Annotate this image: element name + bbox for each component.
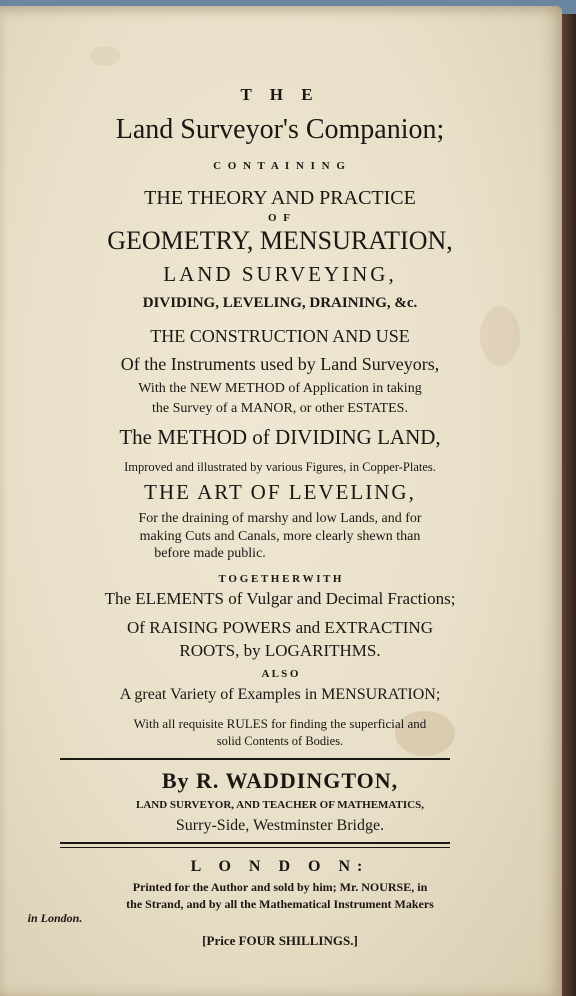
method-dividing-line: The METHOD of DIVIDING LAND, — [119, 425, 441, 449]
land-surveying-line: LAND SURVEYING, — [163, 262, 397, 286]
survey-line: the Survey of a MANOR, or other ESTATES. — [152, 401, 408, 416]
draining-line-3: before made public. — [154, 546, 266, 561]
author-title-line: LAND SURVEYOR, AND TEACHER OF MATHEMATICS, — [136, 799, 424, 811]
containing-label: C O N T A I N I N G — [213, 160, 347, 172]
printed-line-3: in London. — [27, 911, 83, 925]
draining-line-2: making Cuts and Canals, more clearly shewn than — [139, 529, 421, 544]
raising-line: Of RAISING POWERS and EXTRACTING — [127, 618, 433, 637]
instruments-line: Of the Instruments used by Land Surveyors, — [120, 354, 440, 374]
also-label: A L S O — [261, 668, 299, 680]
theory-practice: THE THEORY AND PRACTICE — [144, 187, 416, 209]
construction-line: THE CONSTRUCTION AND USE — [150, 326, 410, 346]
variety-line: A great Variety of Examples in MENSURATION; — [119, 686, 441, 703]
printed-line-2: the Strand, and by all the Mathematical Instrument Makers — [126, 897, 434, 911]
geometry-line: GEOMETRY, MENSURATION, — [107, 226, 453, 255]
author-line: By R. WADDINGTON, — [161, 768, 399, 793]
book-title: Land Surveyor's Companion; — [115, 114, 445, 145]
roots-line: ROOTS, by LOGARITHMS. — [179, 641, 381, 660]
of-label: O F — [267, 212, 293, 224]
new-method-line: With the NEW METHOD of Application in taking — [138, 381, 422, 396]
divider-rule — [60, 758, 450, 760]
london-line: L O N D O N: — [190, 858, 370, 875]
together-label: T O G E T H E R W I T H — [218, 573, 342, 585]
address-line: Surry-Side, Westminster Bridge. — [175, 817, 385, 834]
printed-line-1: Printed for the Author and sold by him; Mr. NOURSE, in — [132, 880, 428, 894]
dividing-line: DIVIDING, LEVELING, DRAINING, &c. — [142, 295, 418, 311]
rules-line-1: With all requisite RULES for finding the superficial and — [133, 716, 427, 731]
rules-line-2: solid Contents of Bodies. — [216, 734, 344, 748]
draining-line-1: For the draining of marshy and low Lands, and for — [138, 511, 422, 526]
double-rule-top — [60, 842, 450, 844]
double-rule-bottom — [60, 847, 450, 848]
art-leveling-line: THE ART OF LEVELING, — [144, 480, 416, 504]
elements-line: The ELEMENTS of Vulgar and Decimal Fractions; — [104, 589, 456, 608]
foxing-stain — [90, 46, 120, 66]
price-line: [Price FOUR SHILLINGS.] — [202, 933, 358, 948]
heading-the: T H E — [240, 85, 320, 104]
improved-line: Improved and illustrated by various Figures, in Copper-Plates. — [124, 460, 436, 474]
title-page — [0, 6, 562, 996]
